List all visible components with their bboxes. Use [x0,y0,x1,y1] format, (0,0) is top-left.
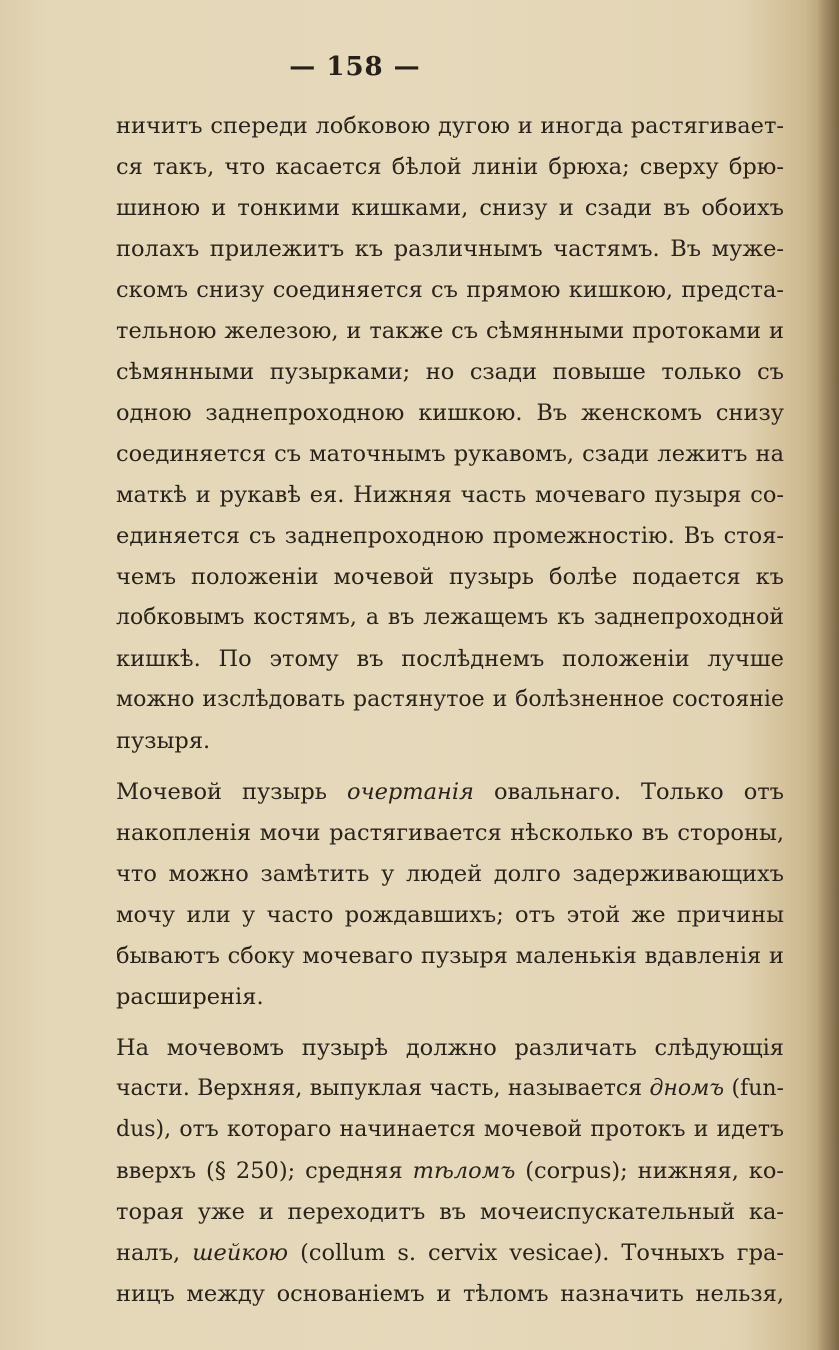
page-edge-shadow [817,0,839,1350]
text-line: полахъ прилежитъ къ различнымъ частямъ. Въ муже- [116,236,784,262]
text-line: лобковымъ костямъ, а въ лежащемъ къ заднепроходной [116,605,784,630]
text-line: ницъ между основаніемъ и тѣломъ назначить нельзя, [116,1281,784,1307]
text-line: кишкѣ. По этому въ послѣднемъ положеніи лучше [116,646,784,672]
text-line: ся такъ, что касается бѣлой линіи брюха; сверху брю- [116,154,784,180]
text-line: можно изслѣдовать растянутое и болѣзненное состояніе [116,687,784,712]
italic-term: шейкою [192,1240,289,1266]
text-run: налъ, [116,1240,193,1266]
italic-term: очертанія [347,779,474,805]
text-line: пузыря. [116,728,211,754]
text-line [116,1069,784,1109]
text-line: бываютъ сбоку мочеваго пузыря маленькія вдавленія и [116,943,784,969]
page-number: — 158 — [289,52,421,82]
text-line: сѣмянными пузырками; но сзади повыше только съ [116,359,784,385]
text-run: (fun- [724,1076,784,1101]
text-line: мочу или у часто рождавшихъ; отъ этой же причины [116,902,784,928]
text-run: Мочевой пузырь [116,779,348,805]
text-line: расширенія. [116,984,264,1010]
text-line: шиною и тонкими кишками, снизу и сзади въ обоихъ [116,195,784,221]
paragraph-first-line [116,772,784,812]
text-line: ничитъ спереди лобковою дугою и иногда растягивает- [116,113,784,139]
text-run: (corpus); нижняя, ко- [515,1158,784,1184]
text-line: что можно замѣтить у людей долго задерживающихъ [116,861,784,887]
text-line: торая уже и переходитъ въ мочеиспускательный ка- [116,1199,784,1225]
text-line [116,1151,784,1191]
text-line: маткѣ и рукавѣ ея. Нижняя часть мочеваго пузыря со- [116,482,784,508]
text-line: скомъ снизу соединяется съ прямою кишкою, предста- [116,277,784,303]
text-line: тельною железою, и также съ сѣмянными протоками и [116,318,784,344]
paragraph-first-line: На мочевомъ пузырѣ должно различать слѣдующія [116,1035,784,1061]
text-line: единяется съ заднепроходною промежностію. Въ стоя- [116,523,784,549]
text-line: одною заднепроходною кишкою. Въ женскомъ снизу [116,400,784,426]
text-run: (collum s. cervix vesicae). Точныхъ гра- [288,1240,784,1266]
text-line: dus), отъ котораго начинается мочевой протокъ и идетъ [116,1117,784,1142]
text-run: части. Верхняя, выпуклая часть, называется [116,1076,650,1101]
text-run: вверхъ (§ 250); средняя [116,1158,413,1184]
text-line [116,1233,784,1273]
text-line: чемъ положеніи мочевой пузырь болѣе подается къ [116,564,784,590]
text-line: соединяется съ маточнымъ рукавомъ, сзади лежитъ на [116,441,784,467]
italic-term: тѣломъ [412,1158,516,1184]
italic-term: дномъ [649,1076,725,1101]
text-run: овальнаго. Только отъ [473,779,784,805]
text-line: накопленія мочи растягивается нѣсколько въ стороны, [116,820,784,846]
